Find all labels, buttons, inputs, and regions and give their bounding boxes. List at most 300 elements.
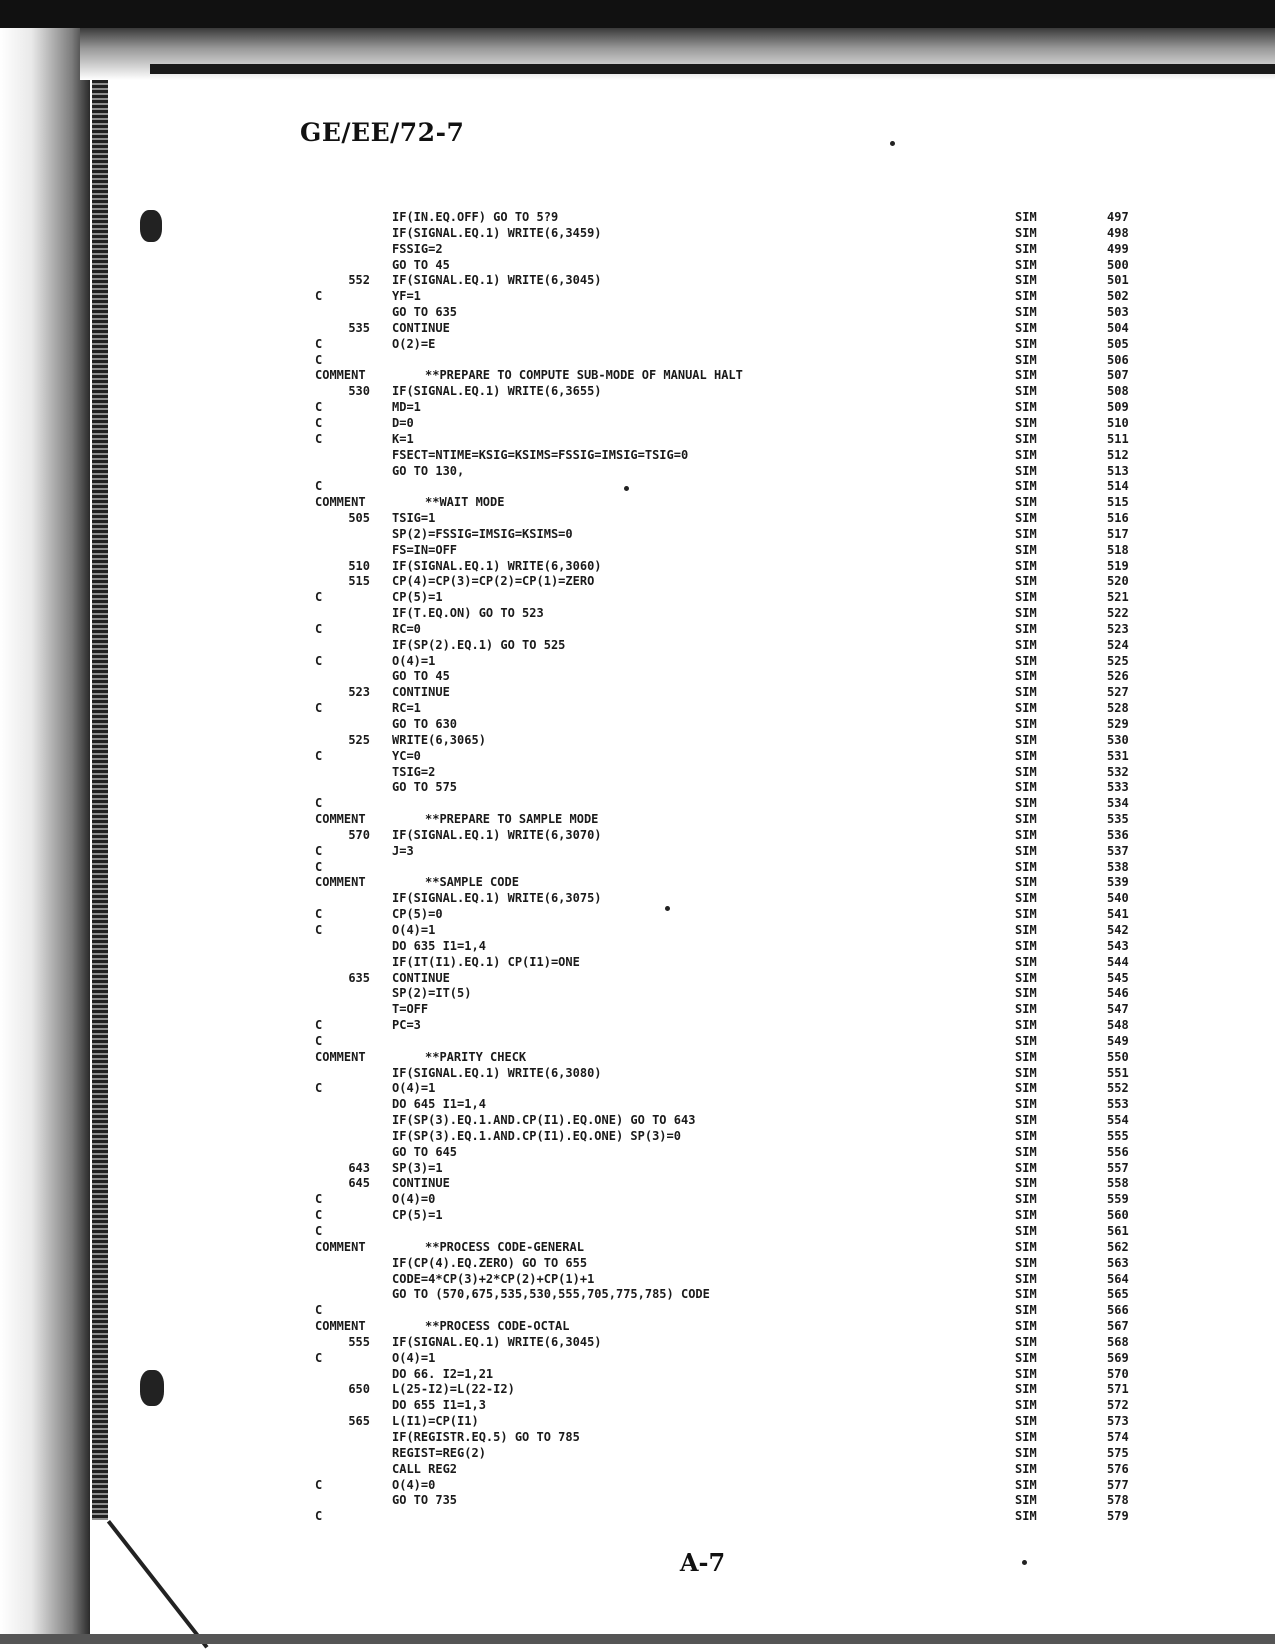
statement-text: GO TO 635 <box>392 305 458 320</box>
speck <box>890 141 895 146</box>
statement-text: O(4)=1 <box>392 1350 436 1365</box>
listing-line <box>315 1319 1145 1335</box>
statement-label: 570 <box>348 827 370 842</box>
listing-line <box>315 559 1145 575</box>
sequence-number: 537 <box>1107 843 1129 858</box>
listing-line <box>315 495 1145 511</box>
scan-binding-strip <box>92 80 108 1520</box>
sequence-number: 555 <box>1107 1128 1129 1143</box>
sequence-number: 513 <box>1107 463 1129 478</box>
sequence-number: 527 <box>1107 685 1129 700</box>
sequence-tag: SIM <box>1015 1303 1037 1318</box>
sequence-number: 509 <box>1107 400 1129 415</box>
statement-text: **SAMPLE CODE <box>425 875 519 890</box>
listing-line <box>315 828 1145 844</box>
sequence-number: 541 <box>1107 907 1129 922</box>
sequence-tag: SIM <box>1015 558 1037 573</box>
sequence-tag: SIM <box>1015 1033 1037 1048</box>
listing-line <box>315 1176 1145 1192</box>
sequence-tag: SIM <box>1015 479 1037 494</box>
listing-line <box>315 1287 1145 1303</box>
sequence-tag: SIM <box>1015 384 1037 399</box>
sequence-number: 528 <box>1107 701 1129 716</box>
sequence-number: 558 <box>1107 1176 1129 1191</box>
listing-line <box>315 1509 1145 1525</box>
sequence-tag: SIM <box>1015 210 1037 224</box>
comment-marker: C <box>315 1018 323 1033</box>
statement-text: O(4)=1 <box>392 922 436 937</box>
sequence-number: 550 <box>1107 1049 1129 1064</box>
statement-text: **PREPARE TO SAMPLE MODE <box>425 812 599 827</box>
scan-top-rule <box>150 64 1275 74</box>
statement-label: 643 <box>348 1160 370 1175</box>
sequence-number: 566 <box>1107 1303 1129 1318</box>
listing-line <box>315 1430 1145 1446</box>
statement-text: DO 66. I2=1,21 <box>392 1366 494 1381</box>
sequence-number: 532 <box>1107 764 1129 779</box>
sequence-tag: SIM <box>1015 590 1037 605</box>
listing-line <box>315 844 1145 860</box>
sequence-tag: SIM <box>1015 1224 1037 1238</box>
sequence-tag: SIM <box>1015 1239 1037 1254</box>
sequence-number: 518 <box>1107 542 1129 557</box>
comment-marker: COMMENT <box>315 1049 366 1064</box>
listing-line <box>315 749 1145 765</box>
sequence-number: 517 <box>1107 526 1129 541</box>
statement-text: RC=1 <box>392 701 421 716</box>
sequence-number: 498 <box>1107 225 1129 240</box>
sequence-number: 524 <box>1107 637 1129 652</box>
sequence-number: 553 <box>1107 1097 1129 1112</box>
sequence-number: 554 <box>1107 1113 1129 1128</box>
sequence-tag: SIM <box>1015 732 1037 747</box>
sequence-tag: SIM <box>1015 621 1037 636</box>
sequence-tag: SIM <box>1015 875 1037 890</box>
listing-line <box>315 638 1145 654</box>
sequence-number: 574 <box>1107 1429 1129 1444</box>
sequence-tag: SIM <box>1015 305 1037 320</box>
listing-line <box>315 1224 1145 1240</box>
sequence-tag: SIM <box>1015 701 1037 716</box>
listing-line <box>315 337 1145 353</box>
listing-line <box>315 669 1145 685</box>
sequence-number: 559 <box>1107 1192 1129 1207</box>
listing-line <box>315 1367 1145 1383</box>
sequence-tag: SIM <box>1015 511 1037 526</box>
sequence-tag: SIM <box>1015 859 1037 874</box>
sequence-tag: SIM <box>1015 780 1037 795</box>
sequence-tag: SIM <box>1015 1081 1037 1096</box>
sequence-number: 525 <box>1107 653 1129 668</box>
statement-text: **WAIT MODE <box>425 495 505 510</box>
sequence-number: 523 <box>1107 621 1129 636</box>
statement-text: RC=0 <box>392 621 421 636</box>
sequence-tag: SIM <box>1015 241 1037 256</box>
listing-line <box>315 1446 1145 1462</box>
listing-line <box>315 1303 1145 1319</box>
statement-label: 535 <box>348 320 370 335</box>
statement-text: GO TO 130, <box>392 463 465 478</box>
statement-text: D=0 <box>392 415 414 430</box>
statement-text: SP(3)=1 <box>392 1160 443 1175</box>
sequence-number: 575 <box>1107 1445 1129 1460</box>
sequence-number: 535 <box>1107 812 1129 827</box>
listing-line <box>315 1272 1145 1288</box>
listing-line <box>315 1240 1145 1256</box>
sequence-number: 551 <box>1107 1065 1129 1080</box>
listing-line <box>315 1129 1145 1145</box>
sequence-number: 510 <box>1107 415 1129 430</box>
statement-text: FSSIG=2 <box>392 241 443 256</box>
listing-line <box>315 1161 1145 1177</box>
sequence-number: 562 <box>1107 1239 1129 1254</box>
listing-line <box>315 923 1145 939</box>
listing-line <box>315 574 1145 590</box>
statement-text: TSIG=1 <box>392 511 436 526</box>
sequence-tag: SIM <box>1015 400 1037 415</box>
sequence-number: 546 <box>1107 986 1129 1001</box>
comment-marker: COMMENT <box>315 1319 366 1334</box>
sequence-tag: SIM <box>1015 1319 1037 1334</box>
statement-text: DO 645 I1=1,4 <box>392 1097 486 1112</box>
listing-line <box>315 701 1145 717</box>
sequence-number: 564 <box>1107 1271 1129 1286</box>
sequence-tag: SIM <box>1015 257 1037 272</box>
statement-text: DO 655 I1=1,3 <box>392 1398 486 1413</box>
listing-line <box>315 210 1145 226</box>
statement-text: YC=0 <box>392 748 421 763</box>
listing-line <box>315 860 1145 876</box>
sequence-tag: SIM <box>1015 320 1037 335</box>
statement-text: CP(5)=0 <box>392 907 443 922</box>
statement-label: 555 <box>348 1334 370 1349</box>
sequence-tag: SIM <box>1015 1160 1037 1175</box>
sequence-number: 501 <box>1107 273 1129 288</box>
listing-line <box>315 1113 1145 1129</box>
statement-text: IF(SP(3).EQ.1.AND.CP(I1).EQ.ONE) GO TO 643 <box>392 1113 696 1128</box>
comment-marker: C <box>315 1224 323 1238</box>
sequence-tag: SIM <box>1015 526 1037 541</box>
sequence-tag: SIM <box>1015 938 1037 953</box>
statement-text: CONTINUE <box>392 685 450 700</box>
sequence-tag: SIM <box>1015 289 1037 304</box>
listing-line <box>315 654 1145 670</box>
sequence-tag: SIM <box>1015 843 1037 858</box>
listing-line <box>315 590 1145 606</box>
sequence-tag: SIM <box>1015 954 1037 969</box>
sequence-number: 577 <box>1107 1477 1129 1492</box>
sequence-tag: SIM <box>1015 495 1037 510</box>
statement-text: WRITE(6,3065) <box>392 732 486 747</box>
comment-marker: C <box>315 1303 323 1318</box>
sequence-tag: SIM <box>1015 1366 1037 1381</box>
comment-marker: C <box>315 1081 323 1096</box>
scan-left-edge <box>0 0 90 1644</box>
sequence-number: 547 <box>1107 1002 1129 1017</box>
fortran-listing <box>315 210 1145 1525</box>
statement-text: K=1 <box>392 431 414 446</box>
sequence-tag: SIM <box>1015 685 1037 700</box>
sequence-number: 578 <box>1107 1493 1129 1508</box>
sequence-number: 521 <box>1107 590 1129 605</box>
comment-marker: C <box>315 479 323 494</box>
listing-line <box>315 1050 1145 1066</box>
sequence-tag: SIM <box>1015 1049 1037 1064</box>
sequence-number: 561 <box>1107 1224 1129 1238</box>
sequence-number: 570 <box>1107 1366 1129 1381</box>
comment-marker: C <box>315 400 323 415</box>
comment-marker: C <box>315 922 323 937</box>
sequence-number: 540 <box>1107 891 1129 906</box>
listing-line <box>315 321 1145 337</box>
comment-marker: C <box>315 1350 323 1365</box>
sequence-number: 560 <box>1107 1208 1129 1223</box>
sequence-tag: SIM <box>1015 1334 1037 1349</box>
statement-text: IF(SIGNAL.EQ.1) WRITE(6,3045) <box>392 273 602 288</box>
statement-label: 530 <box>348 384 370 399</box>
statement-text: CP(5)=1 <box>392 590 443 605</box>
sequence-number: 522 <box>1107 606 1129 621</box>
comment-marker: C <box>315 336 323 351</box>
sequence-tag: SIM <box>1015 415 1037 430</box>
sequence-number: 505 <box>1107 336 1129 351</box>
sequence-number: 504 <box>1107 320 1129 335</box>
statement-text: IF(REGISTR.EQ.5) GO TO 785 <box>392 1429 580 1444</box>
listing-line <box>315 1192 1145 1208</box>
sequence-tag: SIM <box>1015 653 1037 668</box>
sequence-number: 529 <box>1107 717 1129 731</box>
listing-line <box>315 1478 1145 1494</box>
sequence-tag: SIM <box>1015 1493 1037 1508</box>
sequence-tag: SIM <box>1015 1255 1037 1270</box>
statement-text: GO TO 575 <box>392 780 458 795</box>
sequence-tag: SIM <box>1015 1398 1037 1413</box>
sequence-number: 556 <box>1107 1144 1129 1159</box>
listing-line <box>315 765 1145 781</box>
sequence-tag: SIM <box>1015 1097 1037 1112</box>
sequence-number: 542 <box>1107 922 1129 937</box>
sequence-tag: SIM <box>1015 447 1037 462</box>
punch-hole-top <box>140 210 162 242</box>
sequence-tag: SIM <box>1015 970 1037 985</box>
listing-line <box>315 780 1145 796</box>
listing-line <box>315 384 1145 400</box>
sequence-number: 563 <box>1107 1255 1129 1270</box>
sequence-tag: SIM <box>1015 986 1037 1001</box>
listing-line <box>315 511 1145 527</box>
sequence-number: 569 <box>1107 1350 1129 1365</box>
sequence-tag: SIM <box>1015 1271 1037 1286</box>
comment-marker: C <box>315 748 323 763</box>
listing-line <box>315 432 1145 448</box>
statement-text: O(4)=0 <box>392 1192 436 1207</box>
statement-text: GO TO (570,675,535,530,555,705,775,785) CODE <box>392 1287 710 1302</box>
listing-line <box>315 305 1145 321</box>
listing-line <box>315 622 1145 638</box>
statement-text: CP(5)=1 <box>392 1208 443 1223</box>
statement-text: GO TO 630 <box>392 717 458 731</box>
statement-text: IF(SIGNAL.EQ.1) WRITE(6,3070) <box>392 827 602 842</box>
sequence-number: 548 <box>1107 1018 1129 1033</box>
statement-text: CODE=4*CP(3)+2*CP(2)+CP(1)+1 <box>392 1271 595 1286</box>
statement-text: REGIST=REG(2) <box>392 1445 486 1460</box>
sequence-number: 571 <box>1107 1382 1129 1397</box>
statement-text: IF(SIGNAL.EQ.1) WRITE(6,3060) <box>392 558 602 573</box>
statement-text: IF(SIGNAL.EQ.1) WRITE(6,3045) <box>392 1334 602 1349</box>
sequence-number: 503 <box>1107 305 1129 320</box>
statement-text: SP(2)=IT(5) <box>392 986 472 1001</box>
comment-marker: C <box>315 621 323 636</box>
sequence-number: 573 <box>1107 1414 1129 1429</box>
listing-line <box>315 479 1145 495</box>
sequence-number: 545 <box>1107 970 1129 985</box>
listing-line <box>315 812 1145 828</box>
sequence-tag: SIM <box>1015 1461 1037 1476</box>
statement-text: GO TO 45 <box>392 257 450 272</box>
sequence-tag: SIM <box>1015 812 1037 827</box>
statement-text: T=OFF <box>392 1002 429 1017</box>
listing-line <box>315 464 1145 480</box>
statement-text: DO 635 I1=1,4 <box>392 938 486 953</box>
listing-line <box>315 226 1145 242</box>
statement-text: IF(SIGNAL.EQ.1) WRITE(6,3655) <box>392 384 602 399</box>
scan-bottom-crease <box>107 1520 209 1649</box>
sequence-tag: SIM <box>1015 1509 1037 1524</box>
statement-text: IF(SIGNAL.EQ.1) WRITE(6,3080) <box>392 1065 602 1080</box>
comment-marker: C <box>315 653 323 668</box>
listing-line <box>315 875 1145 891</box>
statement-label: 510 <box>348 558 370 573</box>
statement-text: L(25-I2)=L(22-I2) <box>392 1382 515 1397</box>
sequence-number: 514 <box>1107 479 1129 494</box>
statement-label: 552 <box>348 273 370 288</box>
sequence-number: 549 <box>1107 1033 1129 1048</box>
listing-line <box>315 971 1145 987</box>
sequence-number: 543 <box>1107 938 1129 953</box>
sequence-tag: SIM <box>1015 1018 1037 1033</box>
sequence-number: 544 <box>1107 954 1129 969</box>
listing-line <box>315 400 1145 416</box>
listing-line <box>315 1018 1145 1034</box>
document-id: GE/EE/72-7 <box>300 118 465 147</box>
sequence-tag: SIM <box>1015 1477 1037 1492</box>
sequence-number: 507 <box>1107 368 1129 383</box>
statement-text: O(2)=E <box>392 336 436 351</box>
comment-marker: C <box>315 1033 323 1048</box>
listing-line <box>315 606 1145 622</box>
listing-line <box>315 543 1145 559</box>
statement-text: FSECT=NTIME=KSIG=KSIMS=FSSIG=IMSIG=TSIG=0 <box>392 447 689 462</box>
sequence-tag: SIM <box>1015 748 1037 763</box>
statement-text: CALL REG2 <box>392 1461 458 1476</box>
sequence-tag: SIM <box>1015 273 1037 288</box>
sequence-number: 526 <box>1107 669 1129 684</box>
sequence-tag: SIM <box>1015 463 1037 478</box>
sequence-tag: SIM <box>1015 637 1037 652</box>
sequence-number: 515 <box>1107 495 1129 510</box>
sequence-tag: SIM <box>1015 1192 1037 1207</box>
listing-line <box>315 1066 1145 1082</box>
sequence-tag: SIM <box>1015 431 1037 446</box>
listing-line <box>315 416 1145 432</box>
sequence-number: 497 <box>1107 210 1129 224</box>
sequence-number: 576 <box>1107 1461 1129 1476</box>
statement-text: FS=IN=OFF <box>392 542 458 557</box>
sequence-tag: SIM <box>1015 907 1037 922</box>
comment-marker: C <box>315 859 323 874</box>
sequence-tag: SIM <box>1015 796 1037 811</box>
listing-line <box>315 242 1145 258</box>
listing-line <box>315 1145 1145 1161</box>
sequence-number: 538 <box>1107 859 1129 874</box>
statement-label: 525 <box>348 732 370 747</box>
statement-text: IF(SIGNAL.EQ.1) WRITE(6,3459) <box>392 225 602 240</box>
sequence-tag: SIM <box>1015 542 1037 557</box>
sequence-tag: SIM <box>1015 764 1037 779</box>
statement-text: CONTINUE <box>392 1176 450 1191</box>
comment-marker: COMMENT <box>315 495 366 510</box>
listing-line <box>315 368 1145 384</box>
sequence-tag: SIM <box>1015 1065 1037 1080</box>
listing-line <box>315 986 1145 1002</box>
sequence-number: 519 <box>1107 558 1129 573</box>
scan-bottom-bar <box>0 1634 1275 1644</box>
sequence-number: 557 <box>1107 1160 1129 1175</box>
listing-line <box>315 685 1145 701</box>
listing-line <box>315 1351 1145 1367</box>
statement-label: 650 <box>348 1382 370 1397</box>
listing-line <box>315 1335 1145 1351</box>
statement-text: MD=1 <box>392 400 421 415</box>
sequence-number: 502 <box>1107 289 1129 304</box>
listing-line <box>315 717 1145 733</box>
sequence-number: 520 <box>1107 574 1129 589</box>
comment-marker: C <box>315 1208 323 1223</box>
sequence-tag: SIM <box>1015 1382 1037 1397</box>
sequence-number: 568 <box>1107 1334 1129 1349</box>
sequence-number: 500 <box>1107 257 1129 272</box>
listing-line <box>315 1034 1145 1050</box>
sequence-tag: SIM <box>1015 225 1037 240</box>
listing-line <box>315 1382 1145 1398</box>
punch-hole-bottom <box>140 1370 164 1406</box>
sequence-number: 565 <box>1107 1287 1129 1302</box>
listing-line <box>315 1081 1145 1097</box>
comment-marker: C <box>315 352 323 367</box>
sequence-number: 508 <box>1107 384 1129 399</box>
sequence-number: 530 <box>1107 732 1129 747</box>
scan-top-bar <box>0 0 1275 28</box>
sequence-number: 534 <box>1107 796 1129 811</box>
sequence-tag: SIM <box>1015 1128 1037 1143</box>
sequence-tag: SIM <box>1015 891 1037 906</box>
statement-label: 635 <box>348 970 370 985</box>
sequence-number: 536 <box>1107 827 1129 842</box>
sequence-tag: SIM <box>1015 1113 1037 1128</box>
sequence-tag: SIM <box>1015 1414 1037 1429</box>
statement-text: GO TO 645 <box>392 1144 458 1159</box>
listing-line <box>315 289 1145 305</box>
comment-marker: C <box>315 796 323 811</box>
listing-line <box>315 1398 1145 1414</box>
listing-line <box>315 1462 1145 1478</box>
sequence-tag: SIM <box>1015 352 1037 367</box>
sequence-tag: SIM <box>1015 922 1037 937</box>
statement-text: CONTINUE <box>392 970 450 985</box>
statement-text: PC=3 <box>392 1018 421 1033</box>
listing-line <box>315 1493 1145 1509</box>
comment-marker: C <box>315 289 323 304</box>
